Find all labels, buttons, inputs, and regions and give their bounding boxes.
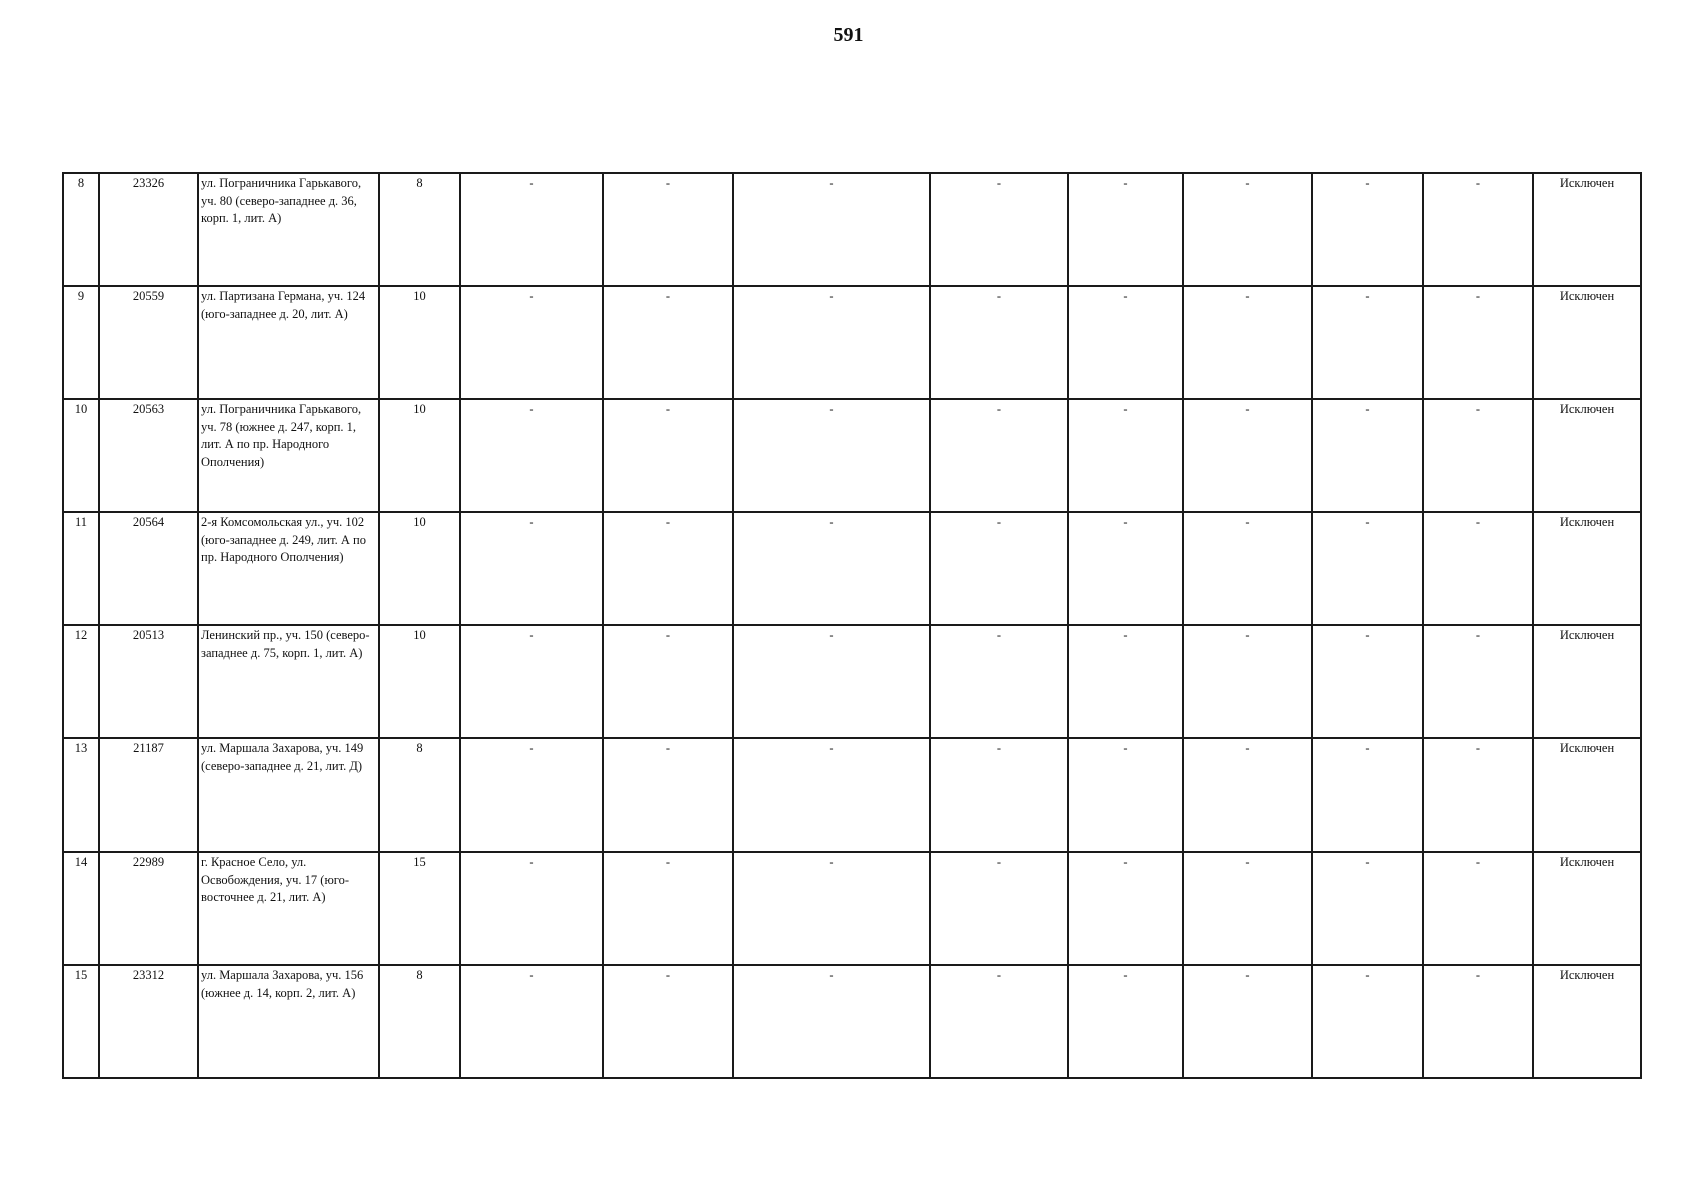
value-cell: 8 [379, 173, 460, 286]
empty-value-cell: - [603, 625, 733, 738]
empty-value-cell: - [930, 625, 1068, 738]
address-cell: ул. Партизана Германа, уч. 124 (юго-западнее д. 20, лит. А) [198, 286, 379, 399]
row-number-cell: 11 [63, 512, 99, 625]
row-number-cell: 8 [63, 173, 99, 286]
empty-value-cell: - [603, 512, 733, 625]
empty-value-cell: - [1183, 965, 1312, 1078]
address-cell: Ленинский пр., уч. 150 (северо-западнее д. 75, корп. 1, лит. А) [198, 625, 379, 738]
table-row [63, 512, 1641, 625]
page-number: 591 [833, 24, 864, 46]
row-number-cell: 9 [63, 286, 99, 399]
table-row [63, 625, 1641, 738]
table-body [63, 173, 1641, 1078]
status-cell: Исключен [1533, 965, 1641, 1078]
empty-value-cell: - [460, 512, 603, 625]
address-cell: ул. Пограничника Гарькавого, уч. 80 (северо-западнее д. 36, корп. 1, лит. А) [198, 173, 379, 286]
empty-value-cell: - [1183, 852, 1312, 965]
empty-value-cell: - [460, 965, 603, 1078]
empty-value-cell: - [1312, 965, 1423, 1078]
empty-value-cell: - [603, 852, 733, 965]
empty-value-cell: - [460, 399, 603, 512]
empty-value-cell: - [1423, 173, 1533, 286]
empty-value-cell: - [1068, 512, 1183, 625]
empty-value-cell: - [1068, 399, 1183, 512]
status-cell: Исключен [1533, 173, 1641, 286]
empty-value-cell: - [733, 625, 930, 738]
empty-value-cell: - [1312, 738, 1423, 852]
empty-value-cell: - [1183, 625, 1312, 738]
table-row [63, 852, 1641, 965]
empty-value-cell: - [460, 738, 603, 852]
value-cell: 10 [379, 625, 460, 738]
value-cell: 10 [379, 399, 460, 512]
record-id-cell: 23312 [99, 965, 198, 1078]
status-cell: Исключен [1533, 852, 1641, 965]
empty-value-cell: - [1183, 286, 1312, 399]
empty-value-cell: - [1068, 852, 1183, 965]
empty-value-cell: - [1312, 173, 1423, 286]
empty-value-cell: - [1183, 399, 1312, 512]
empty-value-cell: - [1423, 625, 1533, 738]
empty-value-cell: - [930, 286, 1068, 399]
empty-value-cell: - [1312, 286, 1423, 399]
record-id-cell: 20563 [99, 399, 198, 512]
empty-value-cell: - [930, 173, 1068, 286]
empty-value-cell: - [733, 738, 930, 852]
status-cell: Исключен [1533, 286, 1641, 399]
empty-value-cell: - [1068, 173, 1183, 286]
registry-table [62, 172, 1642, 1079]
empty-value-cell: - [1312, 625, 1423, 738]
record-id-cell: 20559 [99, 286, 198, 399]
value-cell: 10 [379, 512, 460, 625]
empty-value-cell: - [1312, 512, 1423, 625]
empty-value-cell: - [930, 965, 1068, 1078]
empty-value-cell: - [603, 399, 733, 512]
row-number-cell: 12 [63, 625, 99, 738]
address-cell: г. Красное Село, ул. Освобождения, уч. 17 (юго-восточнее д. 21, лит. А) [198, 852, 379, 965]
empty-value-cell: - [733, 399, 930, 512]
empty-value-cell: - [733, 173, 930, 286]
record-id-cell: 21187 [99, 738, 198, 852]
value-cell: 8 [379, 738, 460, 852]
status-cell: Исключен [1533, 399, 1641, 512]
empty-value-cell: - [1423, 965, 1533, 1078]
empty-value-cell: - [930, 399, 1068, 512]
address-cell: ул. Маршала Захарова, уч. 156 (южнее д. 14, корп. 2, лит. А) [198, 965, 379, 1078]
empty-value-cell: - [460, 625, 603, 738]
row-number-cell: 15 [63, 965, 99, 1078]
empty-value-cell: - [1183, 173, 1312, 286]
table-row [63, 286, 1641, 399]
status-cell: Исключен [1533, 512, 1641, 625]
empty-value-cell: - [1068, 965, 1183, 1078]
record-id-cell: 23326 [99, 173, 198, 286]
empty-value-cell: - [1312, 399, 1423, 512]
empty-value-cell: - [930, 738, 1068, 852]
record-id-cell: 22989 [99, 852, 198, 965]
empty-value-cell: - [1423, 852, 1533, 965]
empty-value-cell: - [733, 286, 930, 399]
empty-value-cell: - [930, 512, 1068, 625]
address-cell: 2-я Комсомольская ул., уч. 102 (юго-западнее д. 249, лит. А по пр. Народного Ополчения) [198, 512, 379, 625]
empty-value-cell: - [1068, 286, 1183, 399]
empty-value-cell: - [733, 965, 930, 1078]
empty-value-cell: - [1423, 738, 1533, 852]
empty-value-cell: - [1068, 625, 1183, 738]
table-row [63, 173, 1641, 286]
empty-value-cell: - [603, 173, 733, 286]
row-number-cell: 10 [63, 399, 99, 512]
status-cell: Исключен [1533, 625, 1641, 738]
empty-value-cell: - [1423, 512, 1533, 625]
table-row [63, 738, 1641, 852]
value-cell: 10 [379, 286, 460, 399]
empty-value-cell: - [1183, 512, 1312, 625]
empty-value-cell: - [603, 965, 733, 1078]
status-cell: Исключен [1533, 738, 1641, 852]
empty-value-cell: - [460, 852, 603, 965]
value-cell: 15 [379, 852, 460, 965]
empty-value-cell: - [460, 173, 603, 286]
record-id-cell: 20564 [99, 512, 198, 625]
address-cell: ул. Пограничника Гарькавого, уч. 78 (южнее д. 247, корп. 1, лит. А по пр. Народного Ополчения) [198, 399, 379, 512]
empty-value-cell: - [460, 286, 603, 399]
empty-value-cell: - [1312, 852, 1423, 965]
empty-value-cell: - [1423, 399, 1533, 512]
row-number-cell: 14 [63, 852, 99, 965]
table-row [63, 399, 1641, 512]
empty-value-cell: - [1068, 738, 1183, 852]
record-id-cell: 20513 [99, 625, 198, 738]
empty-value-cell: - [603, 286, 733, 399]
empty-value-cell: - [603, 738, 733, 852]
table-row [63, 965, 1641, 1078]
value-cell: 8 [379, 965, 460, 1078]
empty-value-cell: - [1423, 286, 1533, 399]
empty-value-cell: - [1183, 738, 1312, 852]
address-cell: ул. Маршала Захарова, уч. 149 (северо-западнее д. 21, лит. Д) [198, 738, 379, 852]
empty-value-cell: - [733, 852, 930, 965]
empty-value-cell: - [930, 852, 1068, 965]
row-number-cell: 13 [63, 738, 99, 852]
empty-value-cell: - [733, 512, 930, 625]
